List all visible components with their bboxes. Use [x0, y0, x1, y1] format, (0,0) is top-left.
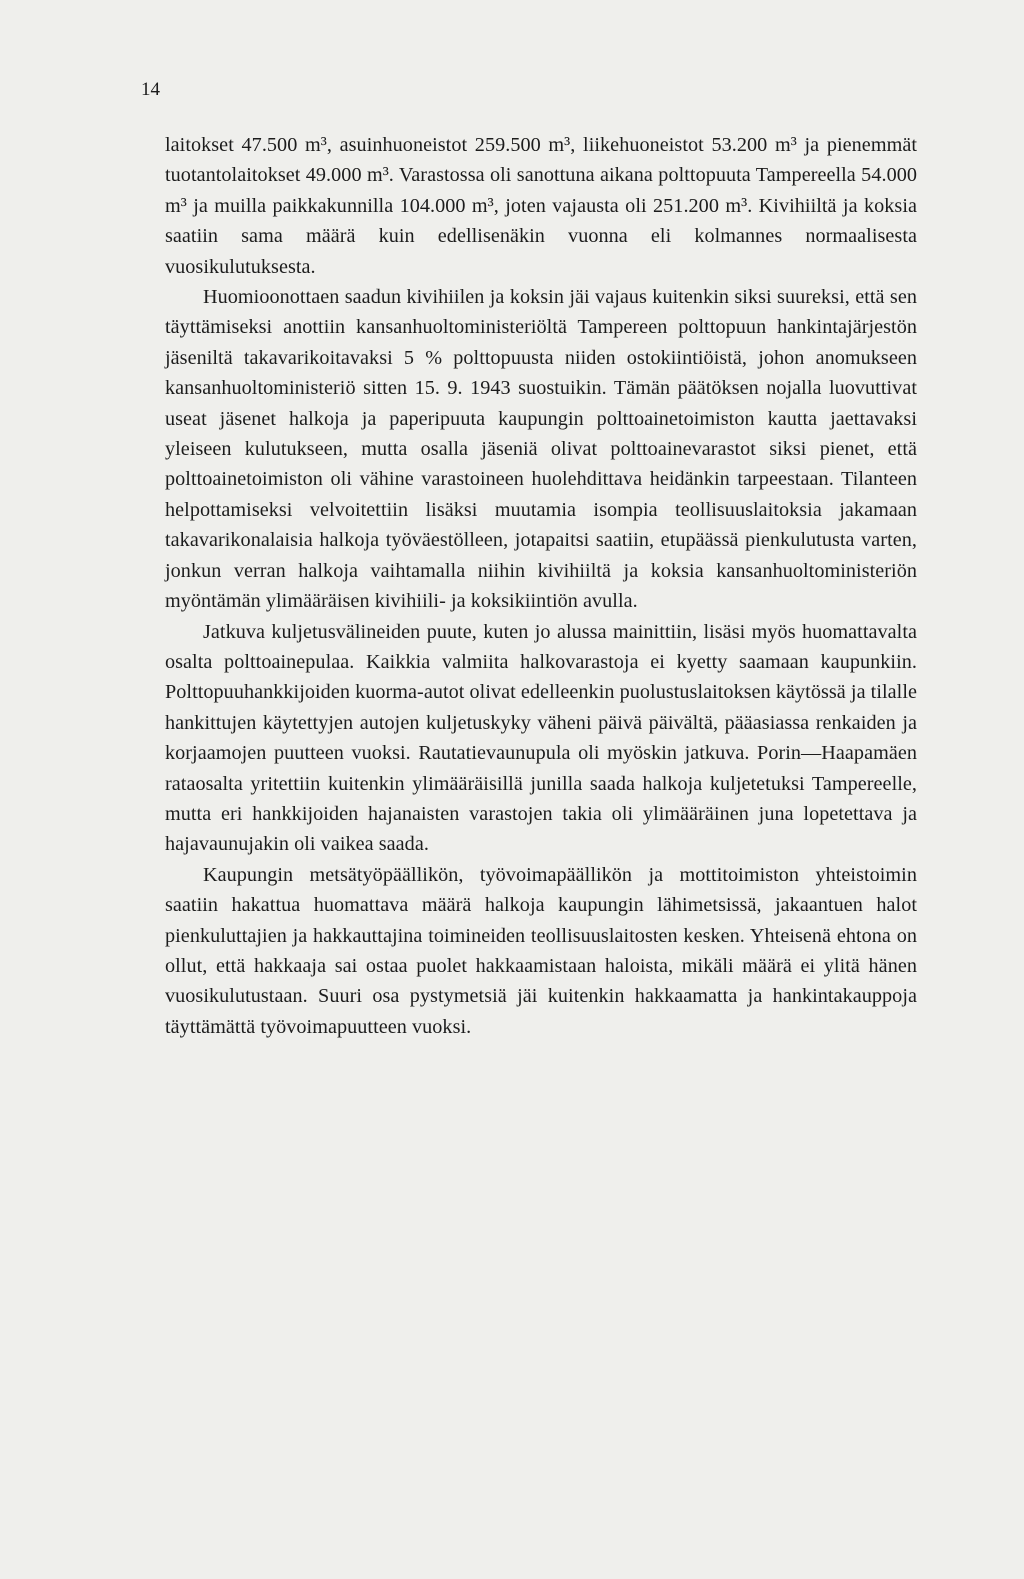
body-text [165, 130, 917, 1042]
paragraph-3: Jatkuva kuljetusvälineiden puute, kuten jo alussa mainittiin, lisäsi myös huomattavalta osalta polttoainepulaa. Kaikkia valmiita halkovarastoja ei kyetty saamaan kaupunkiin. Polttopuuhankkijoiden kuorma-autot olivat edelleenkin puolustuslaitoksen käytössä ja tilalle hankittujen käytettyjen autojen kuljetuskyky väheni päivä päivältä, pääasiassa renkaiden ja korjaamojen puutteen vuoksi. Rautatievaunupula oli myöskin jatkuva. Porin—Haapamäen rataosalta yritettiin kuitenkin ylimääräisillä junilla saada halkoja kuljetetuksi Tampereelle, mutta eri hankkijoiden hajanaisten varastojen takia oli ylimääräinen juna lopetettava ja hajavaunujakin oli vaikea saada. [165, 620, 917, 856]
paragraph-4: Kaupungin metsätyöpäällikön, työvoimapäällikön ja mottitoimiston yhteistoimin saatiin hakattua huomattava määrä halkoja kaupungin lähimetsissä, jakaantuen halot pienkuluttajien ja hakkauttajina toimineiden teollisuuslaitosten kesken. Yhteisenä ehtona on ollut, että hakkaaja sai ostaa puolet hakkaamistaan haloista, mikäli määrä ei ylitä hänen vuosikulutustaan. Suuri osa pystymetsiä jäi kuitenkin hakkaamatta ja hankintakauppoja täyttämättä työvoimapuutteen vuoksi. [165, 863, 917, 1038]
page-number: 14 [141, 79, 160, 100]
paragraph-2: Huomioonottaen saadun kivihiilen ja koksin jäi vajaus kuitenkin siksi suureksi, että sen täyttämiseksi anottiin kansanhuoltoministeriöltä Tampereen polttopuun hankintajärjestön jäseniltä takavarikoitavaksi 5 % polttopuusta niiden ostokiintiöistä, johon anomukseen kansanhuoltoministeriö sitten 15. 9. 1943 suostuikin. Tämän päätöksen nojalla luovuttivat useat jäsenet halkoja ja paperipuuta kaupungin polttoainetoimiston kautta jaettavaksi yleiseen kulutukseen, mutta osalla jäseniä olivat polttoainevarastot siksi pienet, että polttoainetoimiston oli vähine varastoineen huolehdittava heidänkin tarpeestaan. Tilanteen helpottamiseksi velvoitettiin lisäksi muutamia isompia teollisuuslaitoksia jakamaan takavarikonalaisia halkoja työväestölleen, jotapaitsi saatiin, etupäässä pienkulutusta varten, jonkun verran halkoja vaihtamalla niihin kivihiiltä ja koksia kansanhuoltoministeriön myöntämän ylimääräisen kivihiili- ja koksikiintiön avulla. [165, 286, 917, 613]
paragraph-1: laitokset 47.500 m³, asuinhuoneistot 259.500 m³, liikehuoneistot 53.200 m³ ja pienemmät tuotantolaitokset 49.000 m³. Varastossa oli sanottuna aikana polttopuuta Tampereella 54.000 m³ ja muilla paikkakunnilla 104.000 m³, joten vajausta oli 251.200 m³. Kivihiiltä ja koksia saatiin sama määrä kuin edellisenäkin vuonna eli kolmannes normaalisesta vuosikulutuksesta. [165, 134, 917, 278]
